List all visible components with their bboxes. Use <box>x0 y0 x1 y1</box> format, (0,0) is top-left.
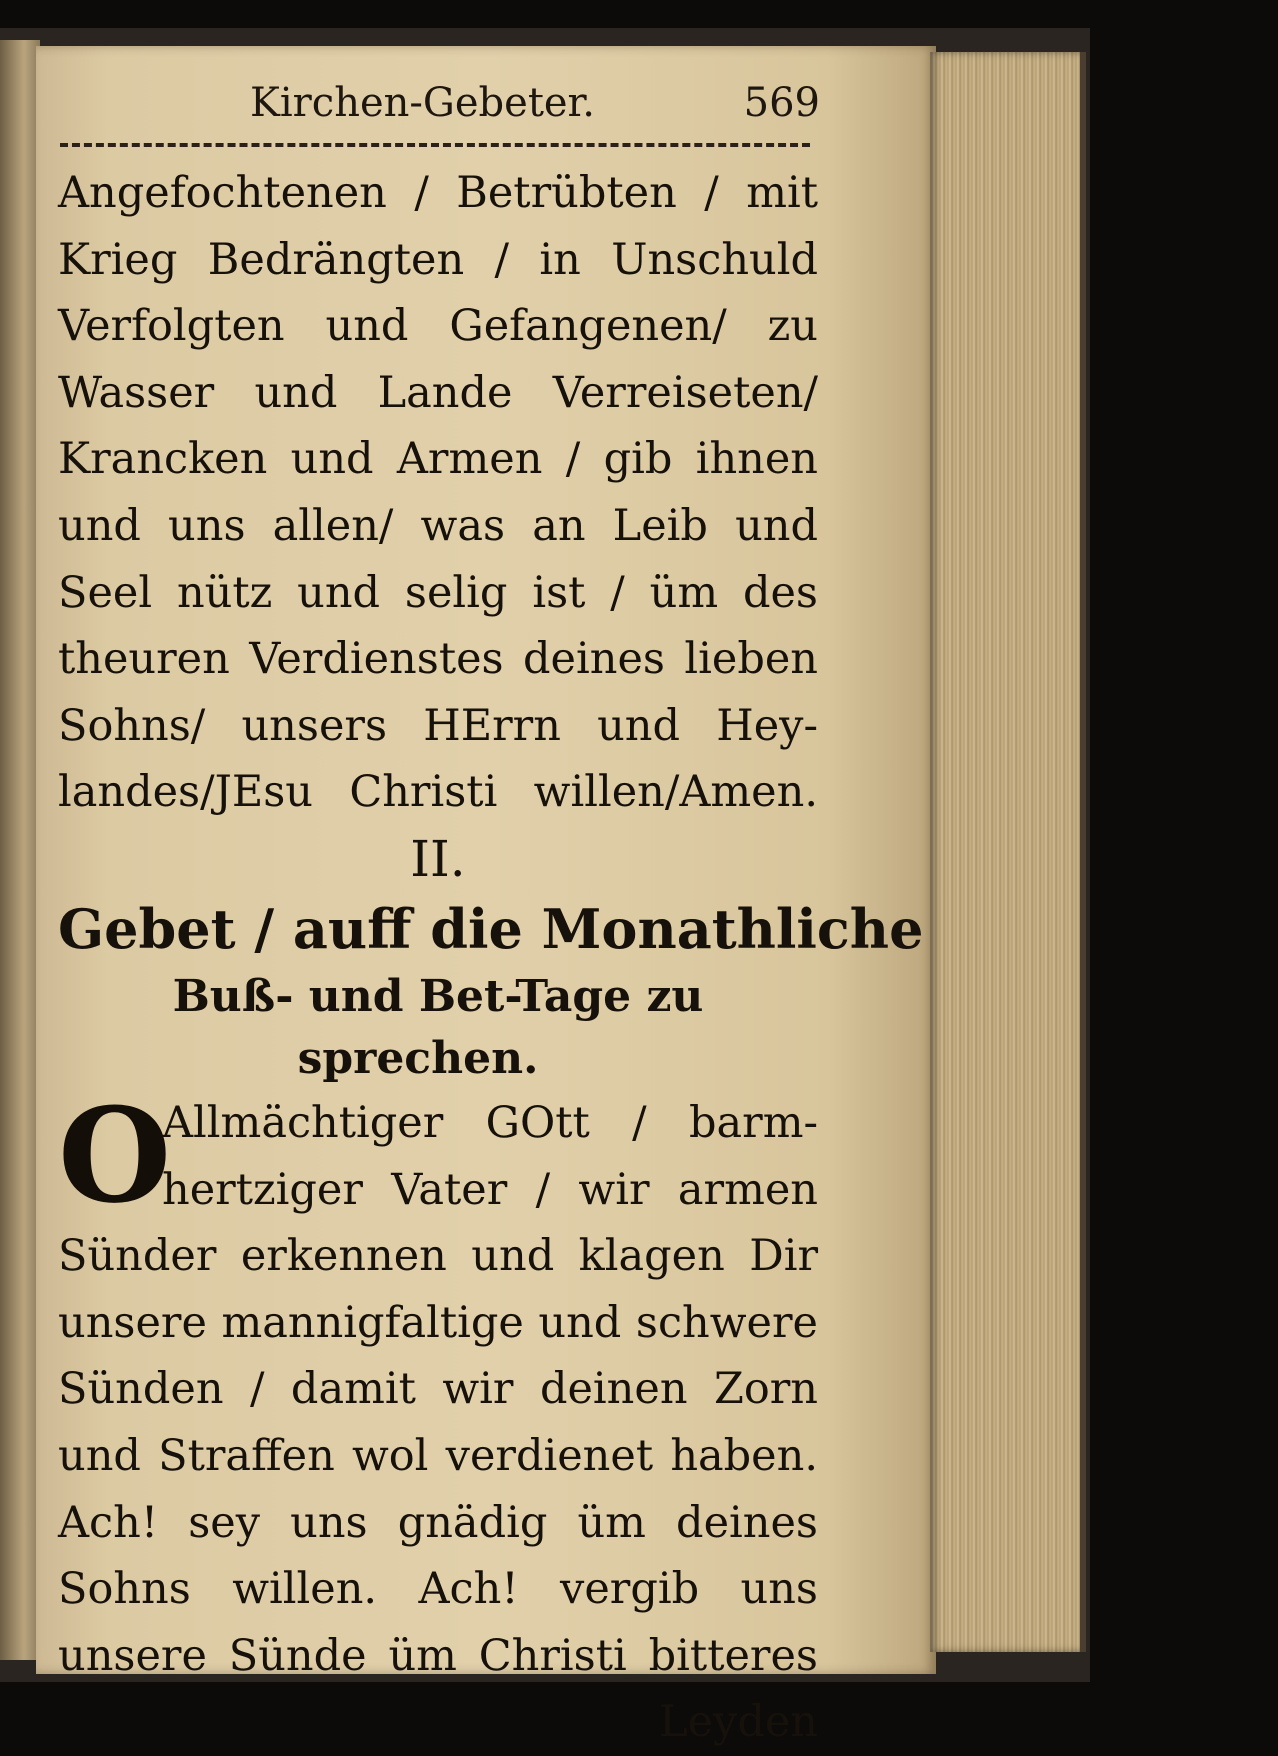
text-line: und Straffen wol verdienet haben. <box>58 1430 818 1481</box>
section-number: II. <box>410 829 466 888</box>
text-line: hertziger Vater / wir armen <box>162 1164 818 1215</box>
text-line: Ach! sey uns gnädig üm deines <box>58 1497 818 1548</box>
text-line: Sohns/ unsers HErrn und Hey- <box>58 700 818 751</box>
text-line: Krancken und Armen / gib ihnen <box>58 434 818 485</box>
text-line: unsere Sünde üm Christi bitteres <box>58 1630 818 1681</box>
text-line: Sünder erkennen und klagen Dir <box>58 1231 818 1282</box>
text-line: Angefochtenen / Betrübten / mit <box>58 168 818 218</box>
text-line: unsere mannigfaltige und schwere <box>58 1297 818 1348</box>
section-heading: Gebet / auff die Monathliche <box>58 896 924 961</box>
prayer-paragraph <box>58 1078 818 1756</box>
text-line: Allmächtiger GOtt / barm- <box>162 1097 818 1148</box>
page-edges <box>930 52 1086 1652</box>
text-line: Sohns willen. Ach! vergib uns <box>58 1564 818 1615</box>
header-rule <box>60 143 810 147</box>
text-line: Sünden / damit wir deinen Zorn <box>58 1364 818 1415</box>
text-line: Wasser und Lande Verreiseten/ <box>58 367 818 418</box>
text-line: Krieg Bedrängten / in Unschuld <box>58 234 818 285</box>
previous-page-edge <box>0 40 40 1660</box>
section-heading-line-3: sprechen. <box>297 1032 539 1084</box>
page-number: 569 <box>743 80 820 126</box>
text-line: und uns allen/ was an Leib und <box>58 500 818 551</box>
text-line: theuren Verdienstes deines lieben <box>58 634 818 685</box>
text-line: Verfolgten und Gefangenen/ zu <box>58 301 818 352</box>
running-title: Kirchen-Gebeter. <box>250 80 595 126</box>
text-line: Seel nütz und selig ist / üm des <box>58 567 818 618</box>
text-line: landes/JEsu Christi willen/Amen. <box>58 767 818 818</box>
text-block <box>58 160 924 1756</box>
drop-cap: O <box>58 1078 172 1232</box>
catchword: Leyden <box>659 1697 818 1748</box>
running-header <box>60 72 820 132</box>
section-heading-line-2: Buß- und Bet-Tage zu <box>172 970 704 1022</box>
